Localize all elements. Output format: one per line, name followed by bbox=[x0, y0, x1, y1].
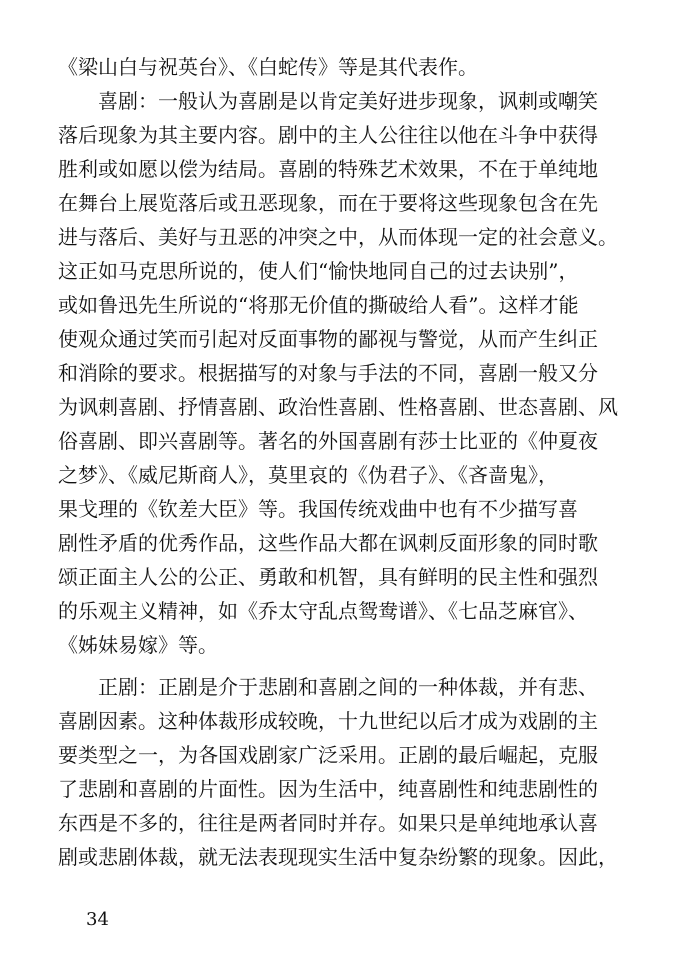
text-line: 胜利或如愿以偿为结局。喜剧的特殊艺术效果，不在于单纯地 bbox=[58, 157, 598, 181]
text-line: 剧或悲剧体裁，就无法表现现实生活中复杂纷繁的现象。因此， bbox=[58, 845, 618, 869]
text-line: 俗喜剧、即兴喜剧等。著名的外国喜剧有莎士比亚的《仲夏夜 bbox=[58, 429, 598, 453]
text-line: 的乐观主义精神，如《乔太守乱点鸳鸯谱》、《七品芝麻官》、 bbox=[58, 599, 588, 623]
text-line: 喜剧因素。这种体裁形成较晚，十九世纪以后才成为戏剧的主 bbox=[58, 709, 598, 733]
text-line: 在舞台上展览落后或丑恶现象，而在于要将这些现象包含在先 bbox=[58, 191, 598, 215]
text-line: 进与落后、美好与丑恶的冲突之中，从而体现一定的社会意义。 bbox=[58, 225, 618, 249]
text-line: 要类型之一，为各国戏剧家广泛采用。正剧的最后崛起，克服 bbox=[58, 743, 598, 767]
text-line: 或如鲁迅先生所说的“将那无价值的撕破给人看”。这样才能 bbox=[58, 293, 579, 317]
text-line: 喜剧：一般认为喜剧是以肯定美好进步现象，讽刺或嘲笑 bbox=[58, 89, 598, 113]
page-number: 34 bbox=[86, 909, 109, 930]
text-line: 之梦》、《威尼斯商人》，莫里哀的《伪君子》、《吝啬鬼》， bbox=[58, 463, 558, 487]
text-line: 为讽刺喜剧、抒情喜剧、政治性喜剧、性格喜剧、世态喜剧、风 bbox=[58, 395, 618, 419]
text-line: 使观众通过笑而引起对反面事物的鄙视与警觉，从而产生纠正 bbox=[58, 327, 598, 351]
text-line: 剧性矛盾的优秀作品，这些作品大都在讽刺反面形象的同时歌 bbox=[58, 531, 598, 555]
text-line: 《梁山白与祝英台》、《白蛇传》等是其代表作。 bbox=[58, 55, 478, 79]
text-line: 东西是不多的，往往是两者同时并存。如果只是单纯地承认喜 bbox=[58, 811, 598, 835]
text-line: 和消除的要求。根据描写的对象与手法的不同，喜剧一般又分 bbox=[58, 361, 598, 385]
text-line: 颂正面主人公的公正、勇敢和机智，具有鲜明的民主性和强烈 bbox=[58, 565, 598, 589]
text-line: 落后现象为其主要内容。剧中的主人公往往以他在斗争中获得 bbox=[58, 123, 598, 147]
text-line: 了悲剧和喜剧的片面性。因为生活中，纯喜剧性和纯悲剧性的 bbox=[58, 777, 598, 801]
text-line: 《姊妹易嫁》等。 bbox=[58, 633, 218, 657]
text-line: 这正如马克思所说的，使人们“愉快地同自己的过去诀别”， bbox=[58, 259, 579, 283]
text-line: 果戈理的《钦差大臣》等。我国传统戏曲中也有不少描写喜 bbox=[58, 497, 578, 521]
text-line: 正剧：正剧是介于悲剧和喜剧之间的一种体裁，并有悲、 bbox=[58, 675, 598, 699]
